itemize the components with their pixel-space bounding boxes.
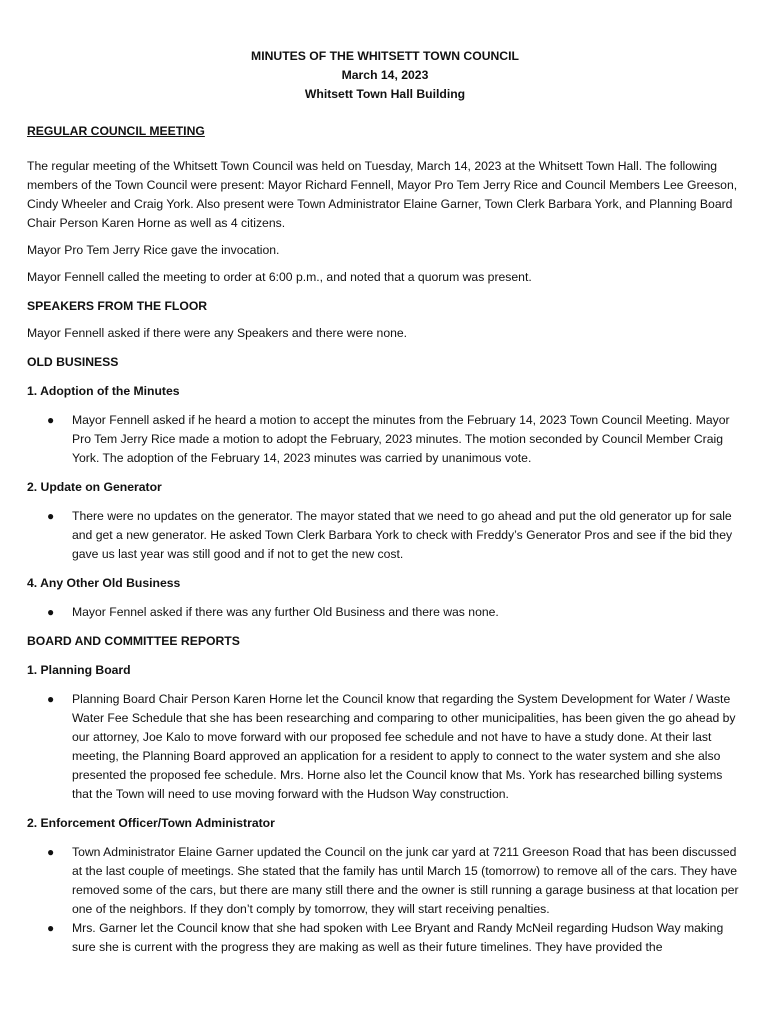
call-to-order-paragraph: Mayor Fennell called the meeting to order at 6:00 p.m., and noted that a quorum was present. [27,270,532,284]
old-business-item-title: 1. Adoption of the Minutes [27,384,180,398]
board-report-item-title: 2. Enforcement Officer/Town Administrator [27,816,275,830]
list-item [27,919,743,957]
old-business-heading: OLD BUSINESS [27,355,119,369]
bullet-icon: ● [47,921,55,935]
meeting-date: March 14, 2023 [341,68,429,82]
meeting-location: Whitsett Town Hall Building [304,87,466,101]
old-business-item-title: 4. Any Other Old Business [27,576,181,590]
list-item [27,603,743,622]
list-item [27,411,743,468]
bullet-list [27,843,743,957]
list-item-text: Planning Board Chair Person Karen Horne let the Council know that regarding the System Development for Water / Waste Water Fee Schedule that she has been researching and comparing to other municipalities, has been given the go ahead by our attorney, Joe Kalo to move forward with our proposed fee schedule and not have to have a study done. At their last meeting, the Planning Board approved an application for a resident to apply to connect to the water system and she also presented the proposed fee schedule. Mrs. Horne also let the Council know that Ms. York has researched billing systems that the Town will need to use moving forward with the Hudson Way construction. [72,692,736,801]
bullet-list [27,690,743,804]
bullet-list [27,507,743,564]
list-item-text: There were no updates on the generator. The mayor stated that we need to go ahead and put the old generator up for sale and get a new generator. He asked Town Clerk Barbara York to check with Freddy’s Generator Pros and see if the bid they gave us last year was still good and if not to get the new cost. [72,509,733,561]
speakers-heading: SPEAKERS FROM THE FLOOR [27,299,208,313]
bullet-list [27,603,743,622]
document-header [27,47,743,104]
list-item-text: Town Administrator Elaine Garner updated the Council on the junk car yard at 7211 Greeson Road that has been discussed at the last couple of meetings. She stated that the family has until March 15 (tomorrow) to remove all of the cars. They have removed some of the cars, but there are many still there and the owner is still running a garage business at that location per one of the neighbors. If they don’t comply by tomorrow, they will start receiving penalties. [72,845,739,916]
bullet-icon: ● [47,413,55,427]
list-item [27,507,743,564]
board-report-item-title: 1. Planning Board [27,663,131,677]
list-item [27,690,743,804]
board-reports-heading: BOARD AND COMMITTEE REPORTS [27,634,240,648]
list-item [27,843,743,919]
list-item-text: Mrs. Garner let the Council know that she had spoken with Lee Bryant and Randy McNeil regarding Hudson Way making sure she is current with the progress they are making as well as their future timelines. They have provided the [72,921,724,954]
bullet-icon: ● [47,605,55,619]
old-business-item-title: 2. Update on Generator [27,480,162,494]
section-title-regular-meeting: REGULAR COUNCIL MEETING [27,124,205,138]
document-title: MINUTES OF THE WHITSETT TOWN COUNCIL [251,49,519,63]
intro-paragraph: The regular meeting of the Whitsett Town Council was held on Tuesday, March 14, 2023 at the Whitsett Town Hall. The following members of the Town Council were present: Mayor Richard Fennell, Mayor Pro Tem Jerry Rice and Council Members Lee Greeson, Cindy Wheeler and Craig York. Also present were Town Administrator Elaine Garner, Town Clerk Barbara York, and Planning Board Chair Person Karen Horne as well as 4 citizens. [27,159,738,230]
document-page [27,47,743,957]
bullet-list [27,411,743,468]
bullet-icon: ● [47,509,55,523]
bullet-icon: ● [47,692,55,706]
speakers-text: Mayor Fennell asked if there were any Speakers and there were none. [27,326,408,340]
bullet-icon: ● [47,845,55,859]
invocation-paragraph: Mayor Pro Tem Jerry Rice gave the invocation. [27,243,280,257]
list-item-text: Mayor Fennell asked if he heard a motion to accept the minutes from the February 14, 2023 Town Council Meeting. Mayor Pro Tem Jerry Rice made a motion to adopt the February, 2023 minutes. The motion seconded by Council Member Craig York. The adoption of the February 14, 2023 minutes was carried by unanimous vote. [72,413,730,465]
list-item-text: Mayor Fennel asked if there was any further Old Business and there was none. [72,605,499,619]
